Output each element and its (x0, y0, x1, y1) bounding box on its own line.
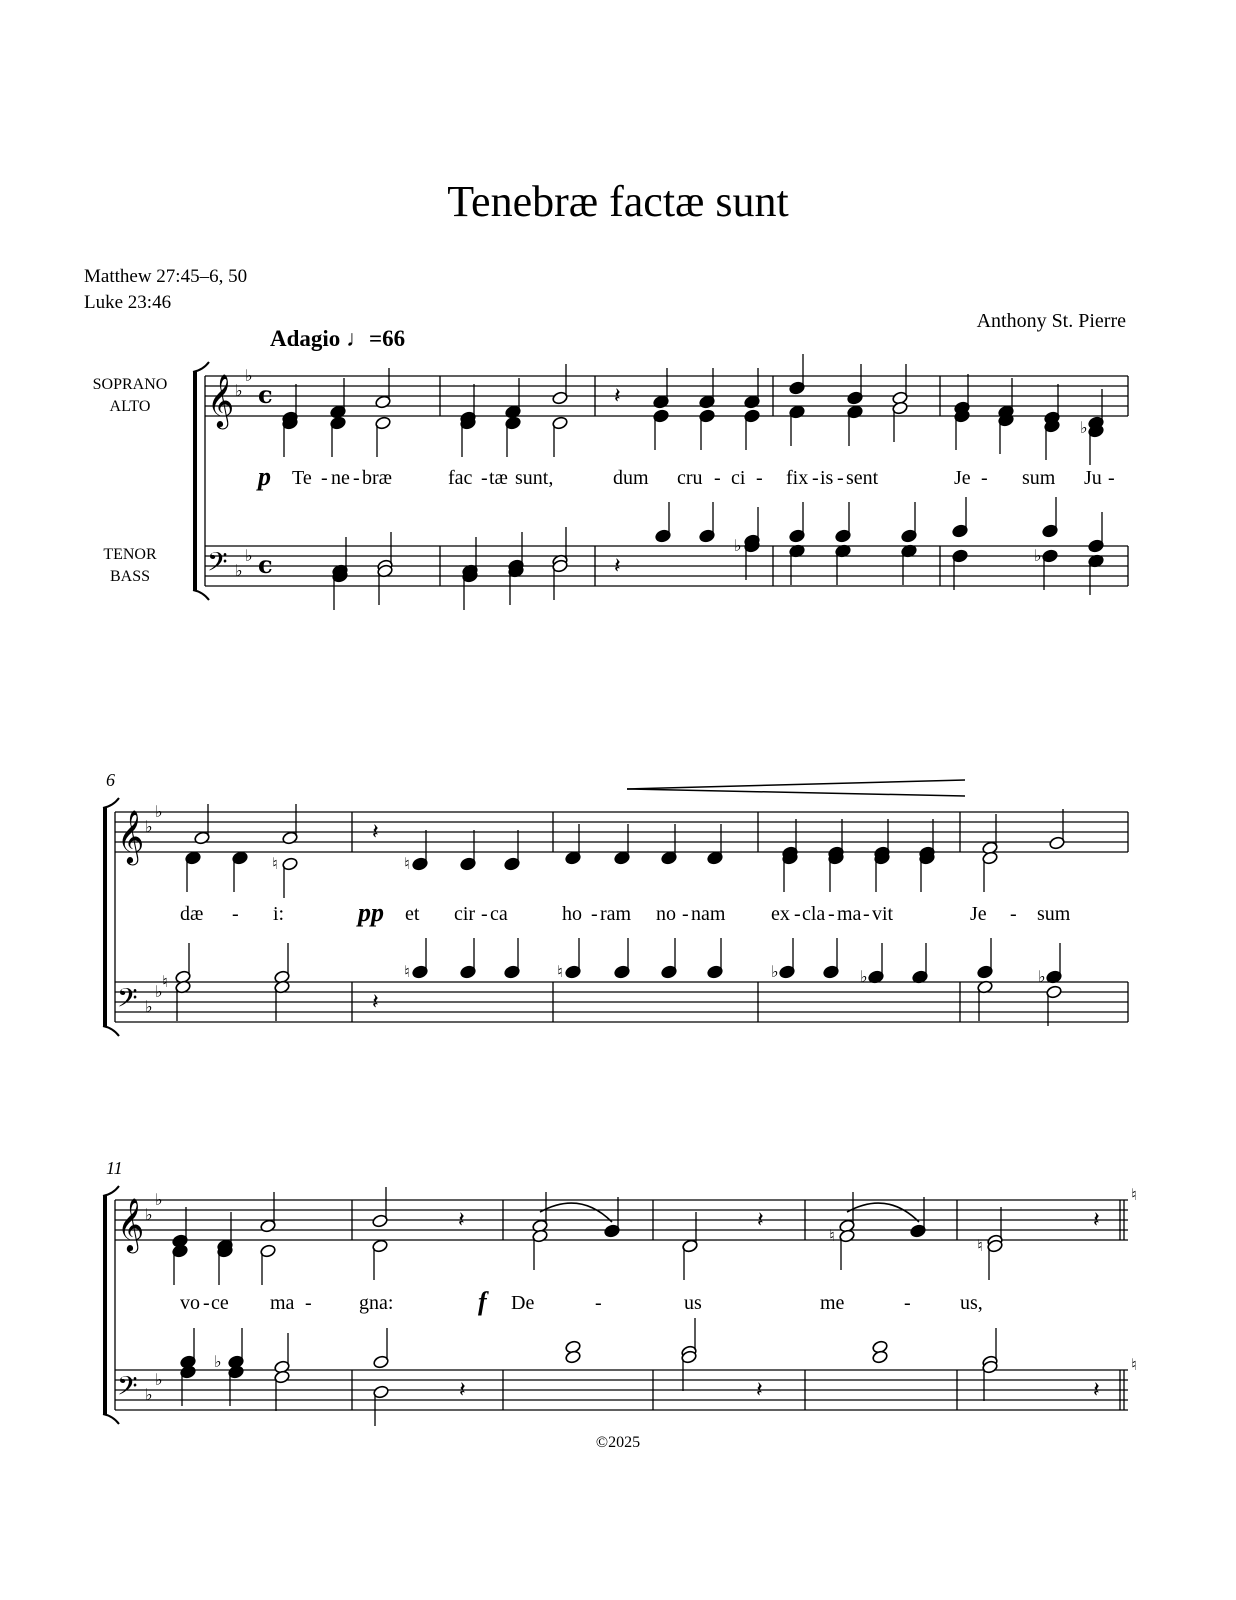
quarter-rest: 𝄽 (372, 820, 379, 845)
quarter-rest: 𝄽 (459, 1378, 466, 1403)
natural-sign: ♮ (1131, 1185, 1137, 1204)
lyric: ho (562, 903, 582, 925)
quarter-rest: 𝄽 (1093, 1208, 1100, 1233)
lyric: ram (600, 903, 632, 925)
flat-sign: ♭ (155, 1370, 163, 1389)
lyric: ne (331, 467, 350, 489)
lyric: - (1010, 903, 1017, 925)
lyric: fix (786, 467, 809, 489)
lyric: - (481, 903, 488, 925)
flat-sign: ♭ (860, 967, 868, 986)
common-time-icon: c (258, 550, 273, 579)
flat-sign: ♭ (771, 962, 779, 981)
flat-sign: ♭ (734, 536, 742, 555)
lyric: - (682, 903, 689, 925)
crescendo-hairpin (627, 780, 965, 789)
lyric: sum (1022, 467, 1056, 489)
lyric: - (812, 467, 819, 489)
quarter-note-icon: ♩ (346, 326, 370, 351)
part-label-soprano: SOPRANO (92, 376, 168, 393)
lyric: - (481, 467, 488, 489)
natural-sign: ♮ (977, 1236, 983, 1255)
flat-sign: ♭ (214, 1352, 222, 1371)
dynamic-piano: p (258, 462, 271, 491)
natural-sign: ♮ (162, 972, 168, 991)
bracket-hook-top (103, 798, 119, 808)
lyric: - (714, 467, 721, 489)
lyric: cir (454, 903, 476, 925)
flat-sign: ♭ (155, 1190, 163, 1209)
lyric: Je (970, 903, 987, 925)
flat-sign: ♭ (145, 1205, 153, 1224)
lyric: sunt, (515, 467, 554, 489)
lyric: Je (954, 467, 971, 489)
dynamic-forte: f (478, 1287, 487, 1316)
flat-sign: ♭ (1080, 418, 1088, 437)
lyric: dum (613, 467, 649, 489)
lyric: - (794, 903, 801, 925)
copyright-notice: ©2025 (595, 1434, 641, 1451)
quarter-rest: 𝄽 (614, 554, 621, 579)
flat-sign: ♭ (155, 802, 163, 821)
quarter-rest: 𝄽 (458, 1208, 465, 1233)
flat-sign: ♭ (1038, 967, 1046, 986)
scripture-source-2: Luke 23:46 (84, 292, 172, 313)
lyric: - (591, 903, 598, 925)
flat-sign: ♭ (1034, 546, 1042, 565)
tempo-text: Adagio (270, 326, 341, 351)
page-title: Tenebræ factæ sunt (447, 177, 789, 226)
lyric: - (837, 467, 844, 489)
natural-sign: ♮ (829, 1226, 835, 1245)
quarter-rest: 𝄽 (614, 384, 621, 409)
part-label-tenor: TENOR (103, 546, 157, 563)
bracket-hook-bottom (103, 1026, 119, 1036)
lyric: i: (273, 903, 285, 925)
lyric: Ju (1084, 467, 1102, 489)
lyric: Te (292, 467, 312, 489)
treble-clef-icon: 𝄞 (207, 373, 235, 427)
lyric: - (756, 467, 763, 489)
tempo-bpm: =66 (369, 326, 406, 351)
natural-sign: ♮ (404, 962, 410, 981)
flat-sign: ♭ (235, 561, 243, 580)
lyric: ex (771, 903, 790, 925)
lyric: bræ (362, 467, 392, 489)
crescendo-hairpin (627, 789, 965, 796)
bass-clef-icon: 𝄢 (207, 546, 228, 584)
part-label-bass: BASS (109, 568, 151, 585)
lyric: - (321, 467, 328, 489)
lyric: ma (270, 1292, 295, 1314)
lyric: - (828, 903, 835, 925)
lyric: gna: (359, 1292, 394, 1314)
lyric: ma (837, 903, 862, 925)
lyric: ci (731, 467, 746, 489)
lyric: vo (180, 1292, 200, 1314)
lyric: - (595, 1292, 602, 1314)
lyric: fac (448, 467, 473, 489)
lyric: sum (1037, 903, 1071, 925)
quarter-rest: 𝄽 (756, 1378, 763, 1403)
lyric: - (981, 467, 988, 489)
lyric: ca (490, 903, 508, 925)
bracket-hook-top (193, 362, 209, 372)
flat-sign: ♭ (145, 997, 153, 1016)
lyric: - (863, 903, 870, 925)
lyric: vit (872, 903, 894, 925)
lyric: - (1108, 467, 1115, 489)
flat-sign: ♭ (155, 982, 163, 1001)
bass-whole-note (565, 1350, 582, 1364)
flat-sign: ♭ (145, 1385, 153, 1404)
natural-sign: ♮ (557, 962, 563, 981)
lyric: no (656, 903, 676, 925)
quarter-rest: 𝄽 (372, 990, 379, 1015)
lyric: cru (677, 467, 703, 489)
natural-sign: ♮ (272, 854, 278, 873)
lyric: ce (211, 1292, 229, 1314)
lyric: et (405, 903, 420, 925)
lyric: us (684, 1292, 702, 1314)
bass-whole-note (872, 1350, 889, 1364)
flat-sign: ♭ (145, 817, 153, 836)
treble-clef-icon: 𝄞 (117, 1197, 145, 1251)
natural-sign: ♮ (1131, 1355, 1137, 1374)
bracket-hook-top (103, 1186, 119, 1196)
lyric: tæ (489, 467, 508, 489)
treble-clef-icon: 𝄞 (117, 809, 145, 863)
flat-sign: ♭ (245, 366, 253, 385)
flat-sign: ♭ (235, 381, 243, 400)
bracket-hook-bottom (103, 1414, 119, 1424)
common-time-icon: c (258, 380, 273, 409)
lyric: me (820, 1292, 845, 1314)
lyric: cla (802, 903, 826, 925)
slur (540, 1203, 612, 1222)
slur (847, 1203, 919, 1222)
lyric: - (353, 467, 360, 489)
quarter-rest: 𝄽 (757, 1208, 764, 1233)
lyric: - (904, 1292, 911, 1314)
lyric: is (820, 467, 834, 489)
bass-clef-icon: 𝄢 (117, 982, 138, 1020)
part-label-alto: ALTO (109, 398, 151, 415)
lyric: - (232, 903, 239, 925)
composer-name: Anthony St. Pierre (976, 310, 1126, 332)
lyric: - (203, 1292, 210, 1314)
dynamic-pianissimo: pp (358, 898, 384, 927)
bass-clef-icon: 𝄢 (117, 1370, 138, 1408)
bracket-hook-bottom (193, 590, 209, 600)
lyric: sent (846, 467, 879, 489)
lyric: nam (691, 903, 726, 925)
lyric: us, (960, 1292, 983, 1314)
natural-sign: ♮ (404, 854, 410, 873)
lyric: - (305, 1292, 312, 1314)
measure-number-6: 6 (106, 770, 115, 790)
flat-sign: ♭ (245, 546, 253, 565)
measure-number-11: 11 (106, 1158, 123, 1178)
quarter-rest: 𝄽 (1093, 1378, 1100, 1403)
scripture-source-1: Matthew 27:45–6, 50 (84, 266, 248, 287)
lyric: De (511, 1292, 535, 1314)
lyric: dæ (180, 903, 204, 925)
